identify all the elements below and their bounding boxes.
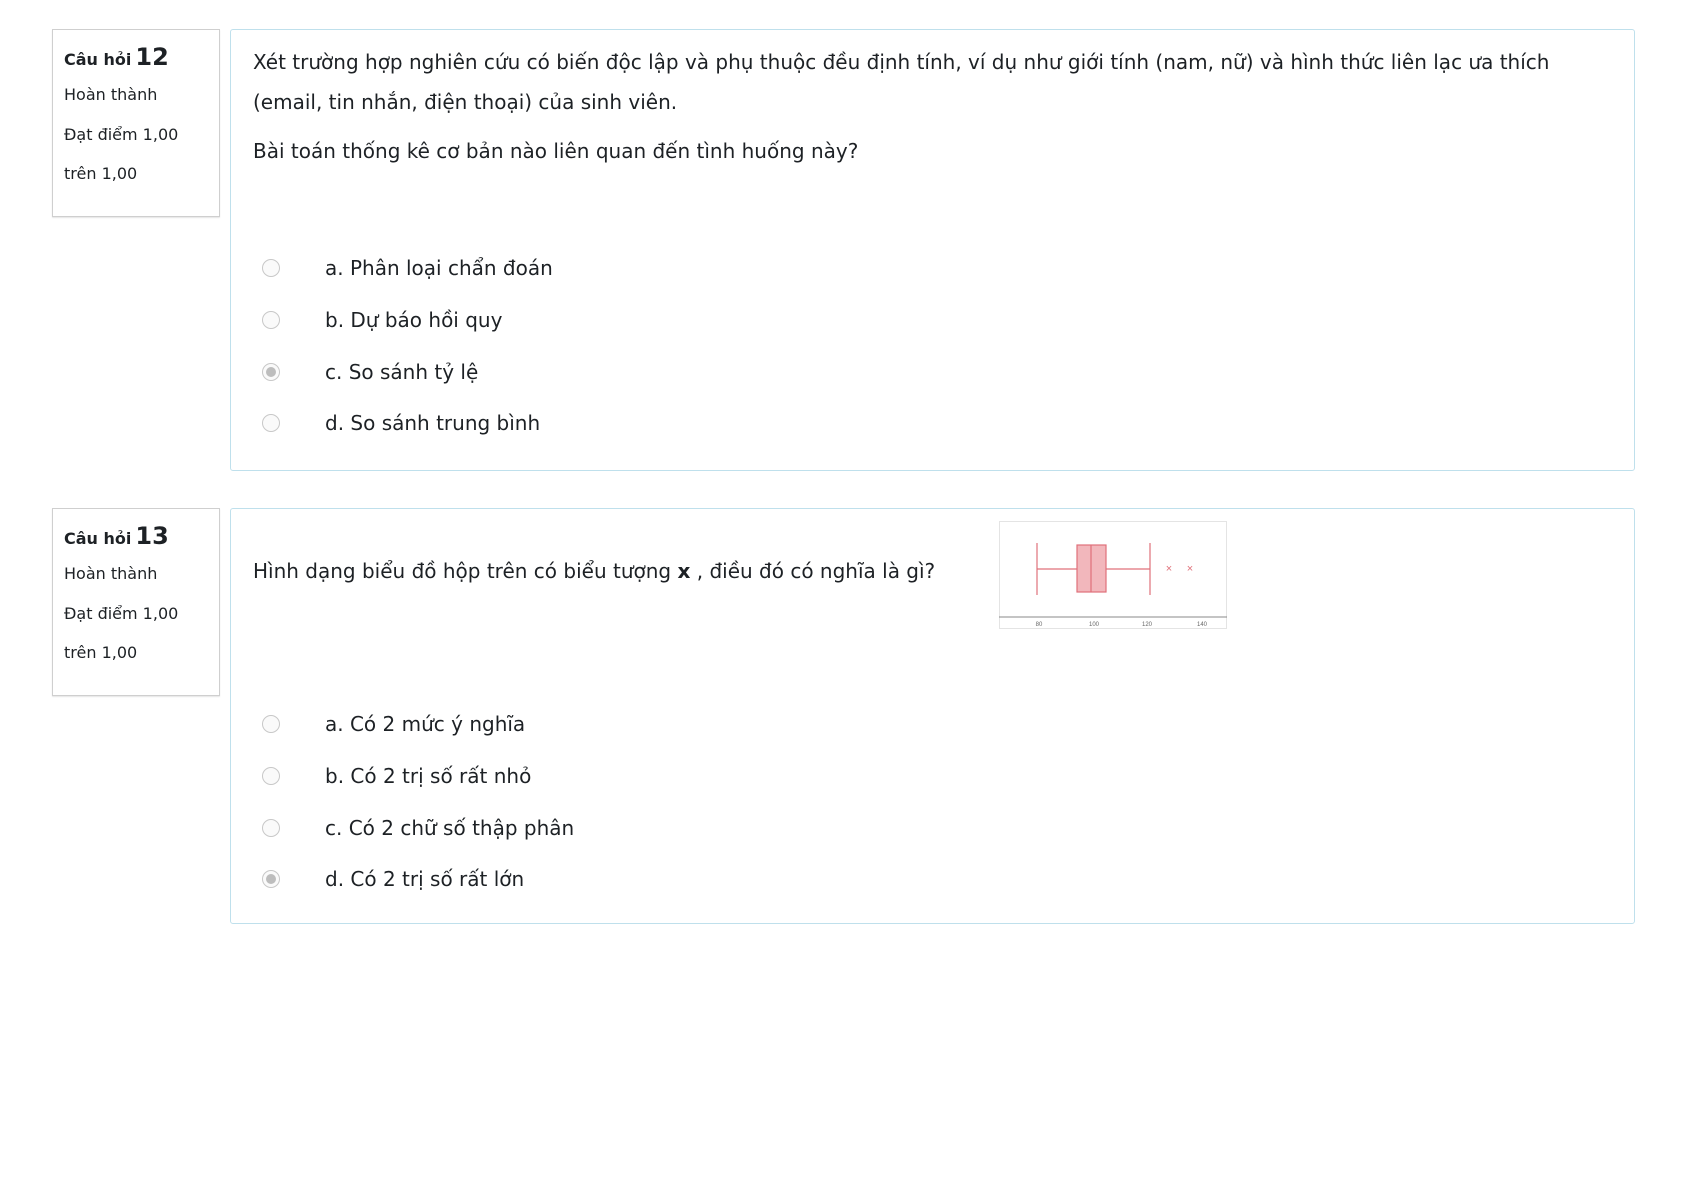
option-d[interactable] xyxy=(262,864,524,894)
grade-line-1: Đạt điểm 1,00 xyxy=(64,604,179,623)
option-b[interactable] xyxy=(262,761,531,791)
option-c[interactable] xyxy=(262,813,574,843)
radio-button-selected[interactable] xyxy=(262,363,280,381)
question-label: Câu hỏi xyxy=(64,529,132,548)
question-state: Hoàn thành xyxy=(64,564,158,583)
radio-button[interactable] xyxy=(262,767,280,785)
question-text-after: , điều đó có nghĩa là gì? xyxy=(696,559,936,583)
question-state: Hoàn thành xyxy=(64,85,158,104)
grade-line-2: trên 1,00 xyxy=(64,643,138,662)
question-content-12 xyxy=(230,29,1635,471)
option-label: a. Có 2 mức ý nghĩa xyxy=(325,712,526,736)
question-text-paragraph-2: Bài toán thống kê cơ bản nào liên quan đến tình huống này? xyxy=(253,139,859,163)
radio-button[interactable] xyxy=(262,414,280,432)
radio-dot-icon xyxy=(266,367,276,377)
option-label: d. Có 2 trị số rất lớn xyxy=(325,867,525,891)
question-text-before: Hình dạng biểu đồ hộp trên có biểu tượng xyxy=(253,559,672,583)
question-number xyxy=(64,42,219,72)
radio-button-selected[interactable] xyxy=(262,870,280,888)
question-grade xyxy=(64,115,219,193)
question-number-value: 12 xyxy=(135,43,169,71)
question-content-13 xyxy=(230,508,1635,924)
radio-button[interactable] xyxy=(262,819,280,837)
option-c[interactable] xyxy=(262,357,478,387)
radio-button[interactable] xyxy=(262,715,280,733)
question-info-12 xyxy=(52,29,220,217)
boxplot-image xyxy=(999,521,1227,629)
option-d[interactable] xyxy=(262,408,540,438)
option-label: d. So sánh trung bình xyxy=(325,411,541,435)
boxplot-frame xyxy=(1000,522,1227,629)
outlier-marker-1: × xyxy=(1165,563,1173,575)
grade-line-2: trên 1,00 xyxy=(64,164,138,183)
question-number xyxy=(64,521,219,551)
option-label: c. So sánh tỷ lệ xyxy=(325,360,479,384)
radio-button[interactable] xyxy=(262,259,280,277)
option-b[interactable] xyxy=(262,305,502,335)
axis-tick-100: 100 xyxy=(1088,622,1100,628)
axis-tick-140: 140 xyxy=(1196,622,1208,628)
question-number-value: 13 xyxy=(135,522,169,550)
question-text-line xyxy=(253,551,935,591)
question-text xyxy=(253,521,1618,631)
radio-button[interactable] xyxy=(262,311,280,329)
option-label: a. Phân loại chẩn đoán xyxy=(325,256,553,280)
outlier-marker-2: × xyxy=(1186,563,1194,575)
question-text-paragraph-1: Xét trường hợp nghiên cứu có biến độc lập và phụ thuộc đều định tính, ví dụ như giới tính (nam, nữ) và hình thức liên lạc ưa thích (email, tin nhắn, điện thoại) của sinh viên. xyxy=(253,50,1550,114)
question-grade xyxy=(64,594,219,672)
option-label: b. Có 2 trị số rất nhỏ xyxy=(325,764,532,788)
axis-tick-80: 80 xyxy=(1035,622,1043,628)
option-a[interactable] xyxy=(262,709,525,739)
question-text xyxy=(253,42,1618,171)
axis-tick-120: 120 xyxy=(1141,622,1153,628)
option-a[interactable] xyxy=(262,253,553,283)
option-label: b. Dự báo hồi quy xyxy=(325,308,503,332)
radio-dot-icon xyxy=(266,874,276,884)
question-text-symbol: x xyxy=(677,559,691,583)
question-info-13 xyxy=(52,508,220,696)
question-label: Câu hỏi xyxy=(64,50,132,69)
option-label: c. Có 2 chữ số thập phân xyxy=(325,816,575,840)
grade-line-1: Đạt điểm 1,00 xyxy=(64,125,179,144)
